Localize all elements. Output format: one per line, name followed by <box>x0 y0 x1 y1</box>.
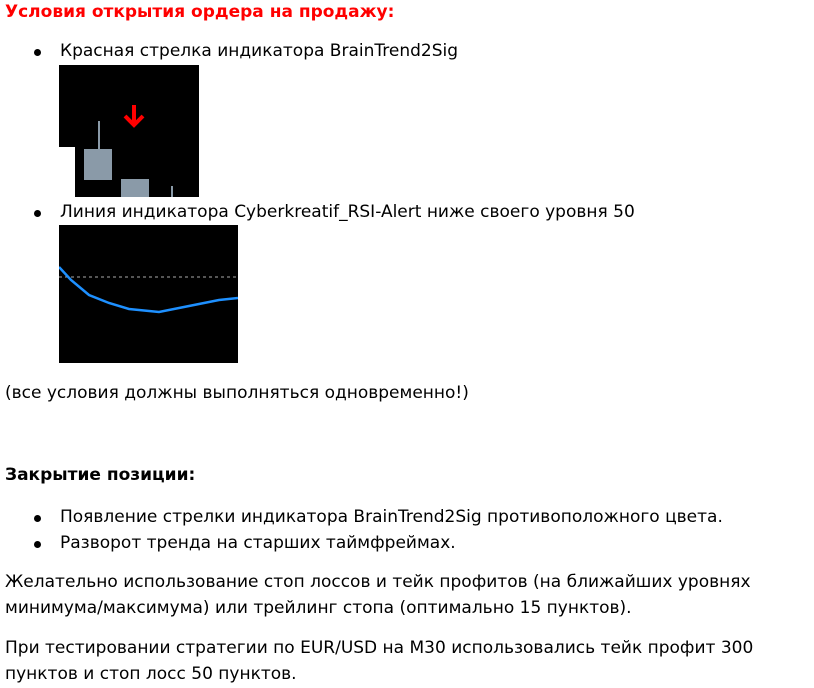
close-condition-trend-reversal: Разворот тренда на старших таймфреймах. <box>60 533 456 553</box>
close-condition-opposite-arrow: Появление стрелки индикатора BrainTrend2Sig противоположного цвета. <box>60 507 723 527</box>
testing-paragraph-line1: При тестировании стратегии по EUR/USD на M30 использовались тейк профит 300 <box>5 638 754 658</box>
bullet-marker <box>34 541 41 548</box>
bullet-marker <box>34 210 41 217</box>
candle-body <box>121 179 149 197</box>
rsi-chart-image <box>59 225 238 363</box>
rsi-line <box>59 267 238 312</box>
testing-paragraph-line2: пунктов и стоп лосс 50 пунктов. <box>5 664 297 684</box>
chart-white-area <box>59 147 75 197</box>
candle-body <box>84 149 112 180</box>
sell-conditions-heading: Условия открытия ордера на продажу: <box>5 2 395 22</box>
red-down-arrow-icon <box>125 105 143 125</box>
close-position-heading: Закрытие позиции: <box>5 465 196 485</box>
condition-rsi-below-50: Линия индикатора Cyberkreatif_RSI-Alert ниже своего уровня 50 <box>60 202 635 222</box>
brain-trend-chart-svg <box>59 65 199 197</box>
rsi-chart-svg <box>59 225 238 363</box>
brain-trend-chart-image <box>59 65 199 197</box>
condition-brain-trend-arrow: Красная стрелка индикатора BrainTrend2Sig <box>60 41 459 61</box>
stop-loss-paragraph-line1: Желательно использование стоп лоссов и тейк профитов (на ближайших уровнях <box>5 572 751 592</box>
stop-loss-paragraph-line2: минимума/максимума) или трейлинг стопа (оптимально 15 пунктов). <box>5 598 632 618</box>
bullet-marker <box>34 515 41 522</box>
simultaneous-conditions-note: (все условия должны выполняться одновременно!) <box>5 383 469 403</box>
bullet-marker <box>34 49 41 56</box>
